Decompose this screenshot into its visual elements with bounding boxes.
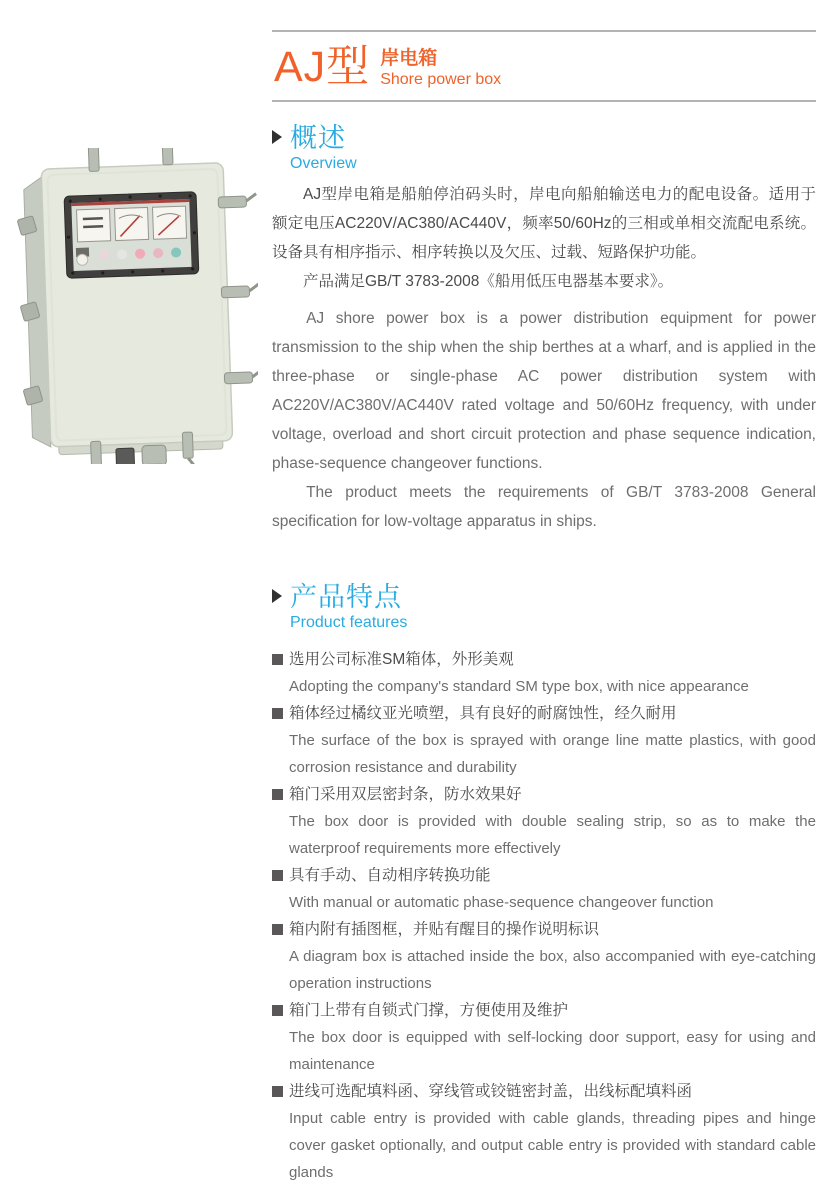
features-title-en: Product features — [290, 614, 408, 631]
analog-meters — [77, 206, 187, 242]
feature-text-zh: 箱体经过橘纹亚光喷塑，具有良好的耐腐蚀性，经久耐用 — [289, 705, 677, 722]
feature-text-zh: 具有手动、自动相序转换功能 — [289, 867, 491, 884]
feature-item — [272, 646, 816, 700]
section-heading-features — [272, 582, 816, 633]
feature-item — [272, 700, 816, 781]
overview-paragraph-en: The product meets the requirements of GB/T 3783-2008 General specification for low-voltage apparatus in ships. — [272, 484, 816, 530]
section-heading-overview — [272, 123, 816, 174]
bullet-square-icon — [272, 924, 283, 935]
feature-text-en: The box door is equipped with self-locking door support, easy for using and maintenance — [289, 1029, 816, 1073]
overview-title-en: Overview — [290, 155, 357, 172]
shore-power-box-illustration — [14, 148, 258, 464]
feature-text-zh: 选用公司标准SM箱体，外形美观 — [289, 651, 514, 668]
feature-list — [272, 646, 816, 1186]
overview-paragraph-zh: 产品满足GB/T 3783-2008《船用低压电器基本要求》。 — [303, 273, 674, 290]
feature-text-zh: 箱门采用双层密封条，防水效果好 — [289, 786, 522, 803]
feature-item — [272, 1078, 816, 1186]
feature-text-en: Input cable entry is provided with cable glands, threading pipes and hinge cover gasket optionally, and output cable entry is provided with standard cable glands — [289, 1110, 816, 1181]
header-bottom-divider — [272, 100, 816, 102]
product-name-en: Shore power box — [380, 71, 502, 88]
feature-text-en: The box door is provided with double sealing strip, so as to make the waterproof requirements more effectively — [289, 813, 816, 857]
product-model-title: AJ型 — [274, 43, 371, 91]
feature-item — [272, 862, 816, 916]
feature-text-en: Adopting the company's standard SM type box, with nice appearance — [289, 678, 749, 695]
product-name-stack — [380, 44, 501, 89]
bullet-square-icon — [272, 708, 283, 719]
product-photo — [8, 148, 258, 464]
section-arrow-icon — [272, 589, 282, 603]
feature-text-zh: 进线可选配填料函、穿线管或铰链密封盖，出线标配填料函 — [289, 1083, 693, 1100]
feature-text-en: With manual or automatic phase-sequence changeover function — [289, 894, 714, 911]
content-column — [272, 0, 816, 1186]
bullet-square-icon — [272, 870, 283, 881]
bullet-square-icon — [272, 789, 283, 800]
overview-paragraph-en: AJ shore power box is a power distribution equipment for power transmission to the ship when the ship berthes at a wharf, and is applied in the three-phase or single-phase AC power distribution system with AC220V/AC380V/AC440V rated voltage and 50/60Hz frequency, with under voltage, overload and short circuit protection and phase sequence indication, phase-sequence changeover functions. — [272, 310, 816, 472]
product-name-zh: 岸电箱 — [380, 48, 438, 69]
feature-text-zh: 箱门上带有自锁式门撑，方便使用及维护 — [289, 1002, 569, 1019]
overview-paragraph-zh: AJ型岸电箱是船舶停泊码头时，岸电向船舶输送电力的配电设备。适用于额定电压AC220V/AC380/AC440V，频率50/60Hz的三相或单相交流配电系统。设备具有相序指示、相序转换以及欠压、过载、短路保护功能。 — [272, 186, 816, 261]
overview-text-en — [272, 304, 816, 536]
feature-text-zh: 箱内附有插图框，并贴有醒目的操作说明标识 — [289, 921, 600, 938]
bullet-square-icon — [272, 654, 283, 665]
product-header — [272, 32, 816, 100]
overview-text-zh — [272, 180, 816, 296]
bullet-square-icon — [272, 1005, 283, 1016]
bullet-square-icon — [272, 1086, 283, 1097]
section-arrow-icon — [272, 130, 282, 144]
features-title-zh: 产品特点 — [290, 582, 402, 612]
feature-text-en: A diagram box is attached inside the box, also accompanied with eye-catching operation instructions — [289, 948, 816, 992]
overview-title-zh: 概述 — [290, 123, 346, 153]
feature-item — [272, 916, 816, 997]
feature-item — [272, 781, 816, 862]
feature-item — [272, 997, 816, 1078]
feature-text-en: The surface of the box is sprayed with orange line matte plastics, with good corrosion resistance and durability — [289, 732, 816, 776]
meter-window — [64, 192, 199, 279]
